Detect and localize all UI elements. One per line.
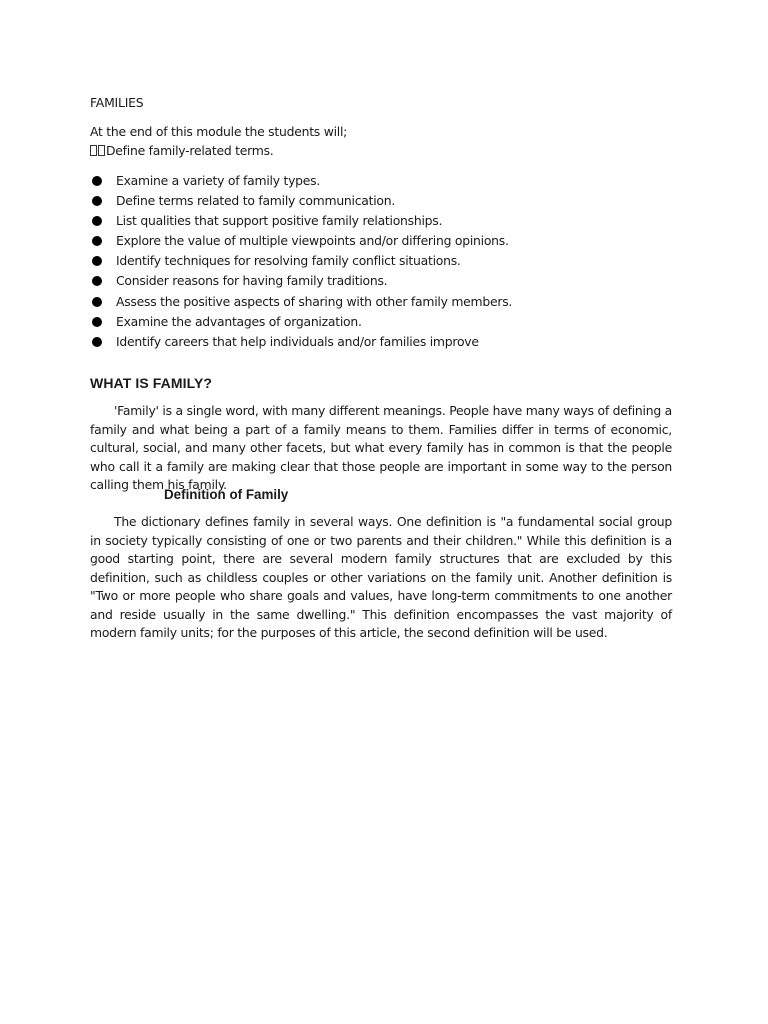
bullet-icon [92, 276, 102, 286]
list-item [90, 271, 672, 291]
objective-text: List qualities that support positive family relationships. [116, 213, 443, 229]
definition-paragraph: The dictionary defines family in several ways. One definition is "a fundamental social group in society typically consisting of one or two parents and their children." While this definition is a good starting point, there are several modern family structures that are excluded by this definition, such as childless couples or other variations on the family unit. Another definition is "Two or more people who share goals and values, have long-term commitments to one another and reside usually in the same dwelling." This definition encompasses the vast majority of modern family units; for the purposes of this article, the second definition will be used. [90, 514, 672, 640]
bullet-icon [92, 196, 102, 206]
list-item [90, 171, 672, 191]
bullet-icon [92, 256, 102, 266]
section-paragraph: 'Family' is a single word, with many different meanings. People have many ways of defining a family and what being a part of a family means to them. Families differ in terms of economic, cultural, social, and many other facets, but what every family has in common is that the people who call it a family are making clear that those people are important in some way to the person calling them his family. [90, 403, 672, 492]
objective-text: Identify careers that help individuals and/or families improve [116, 333, 479, 349]
section-heading: WHAT IS FAMILY? [90, 375, 213, 391]
list-item [90, 312, 672, 332]
intro-line: At the end of this module the students will; [90, 124, 348, 139]
bullet-icon [92, 176, 102, 186]
list-item [90, 191, 672, 211]
objective-text: Examine the advantages of organization. [116, 313, 362, 329]
intro-block [90, 123, 672, 160]
objective-text: Explore the value of multiple viewpoints and/or differing opinions. [116, 233, 509, 249]
list-item [90, 231, 672, 251]
bullet-icon [92, 317, 102, 327]
objective-text: Identify techniques for resolving family conflict situations. [116, 253, 461, 269]
list-item [90, 251, 672, 271]
missing-glyph-icon [90, 145, 97, 156]
first-objective-text: Define family-related terms. [106, 142, 274, 158]
objective-text: Consider reasons for having family traditions. [116, 273, 388, 289]
bullet-icon [92, 216, 102, 226]
list-item [90, 332, 672, 352]
objectives-list [90, 171, 672, 352]
missing-glyph-icon [98, 145, 105, 156]
bullet-icon [92, 337, 102, 347]
document-title: FAMILIES [90, 95, 144, 110]
bullet-icon [92, 236, 102, 246]
objective-text: Assess the positive aspects of sharing with other family members. [116, 293, 513, 309]
list-item [90, 211, 672, 231]
objective-text: Define terms related to family communication. [116, 193, 396, 209]
objective-text: Examine a variety of family types. [116, 173, 321, 188]
subheading: Definition of Family [164, 487, 289, 502]
first-objective-line [90, 142, 672, 161]
list-item [90, 292, 672, 312]
bullet-icon [92, 297, 102, 307]
